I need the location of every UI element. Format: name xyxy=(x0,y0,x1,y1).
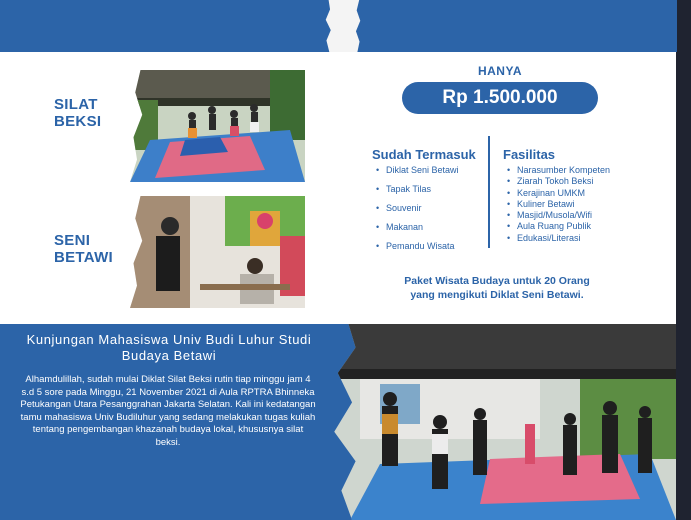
package-note-line2: yang mengikuti Diklat Seni Betawi. xyxy=(410,289,584,301)
fasilitas-title: Fasilitas xyxy=(503,147,556,162)
visit-description: Alhamdulillah, sudah mulai Diklat Silat Beksi rutin tiap minggu jam 4 s.d 5 sore pada Minggu, 21 November 2021 di Aula RPTRA Bhinneka Petukangan Utara Pesanggrahan Jakarta Selatan. Kali ini kedatangan tamu mahasiswa Univ Budiluhur yang sedang melakukan tugas kuliah tentang pengembangan khazanah budaya lokal, khususnya silat beksi. xyxy=(20,374,316,448)
list-item: • Pemandu Wisata xyxy=(376,241,459,260)
silat-training-photo xyxy=(130,70,305,182)
silat-beksi-label: SILAT BEKSI xyxy=(54,96,102,130)
list-item: • Diklat Seni Betawi xyxy=(376,165,459,184)
package-note-line1: Paket Wisata Budaya untuk 20 Orang xyxy=(404,275,590,287)
seni-scene-illustration xyxy=(130,196,305,308)
right-edge-strip xyxy=(676,52,691,324)
list-item: • Kerajinan UMKM xyxy=(507,188,610,199)
list-item: • Narasumber Kompeten xyxy=(507,165,610,176)
termasuk-title: Sudah Termasuk xyxy=(372,147,476,162)
list-item: • Aula Ruang Publik xyxy=(507,221,610,232)
seni-betawi-label: SENI BETAWI xyxy=(54,232,114,266)
list-item: • Tapak Tilas xyxy=(376,184,459,203)
list-item: • Souvenir xyxy=(376,203,459,222)
price-prefix: HANYA xyxy=(477,64,523,78)
column-divider xyxy=(488,136,490,248)
seni-betawi-photo xyxy=(130,196,305,308)
fasilitas-list xyxy=(507,165,610,244)
silat-scene-illustration xyxy=(130,70,305,182)
bottom-edge-strip xyxy=(676,324,691,520)
list-item: • Masjid/Musola/Wifi xyxy=(507,210,610,221)
paper-tear-decoration xyxy=(325,0,361,52)
visit-title: Kunjungan Mahasiswa Univ Budi Luhur Studi Budaya Betawi xyxy=(26,332,312,363)
list-item: • Kuliner Betawi xyxy=(507,199,610,210)
corner-strip xyxy=(677,0,691,52)
list-item: • Ziarah Tokoh Beksi xyxy=(507,176,610,187)
student-visit-photo xyxy=(320,324,676,520)
termasuk-list xyxy=(376,165,459,260)
list-item: • Makanan xyxy=(376,222,459,241)
price-badge: Rp 1.500.000 xyxy=(402,82,598,114)
list-item: • Edukasi/Literasi xyxy=(507,233,610,244)
visit-scene-illustration xyxy=(320,324,676,520)
package-note xyxy=(372,274,622,302)
